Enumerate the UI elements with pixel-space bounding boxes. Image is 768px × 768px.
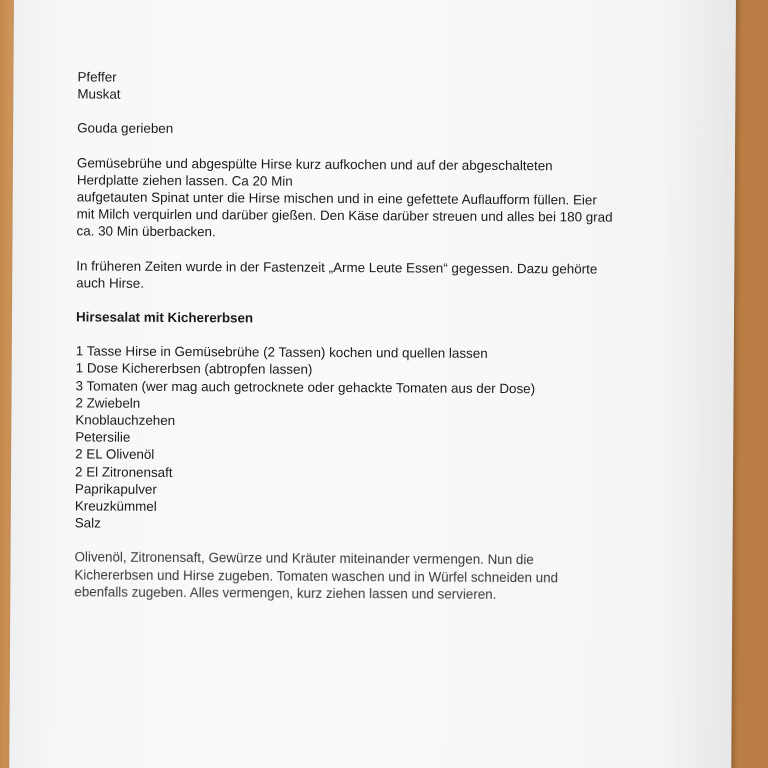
paper-sheet <box>9 0 736 768</box>
ingredient-item: Salz <box>74 515 101 531</box>
ingredient-item: Knoblauchzehen <box>75 412 176 429</box>
history-paragraph <box>76 257 696 295</box>
ingredient-item: Paprikapulver <box>74 481 157 497</box>
salad-method-line: Olivenöl, Zitronensaft, Gewürze und Kräuter miteinander vermengen. Nun die <box>74 549 534 568</box>
text-line-pfeffer: Pfeffer <box>77 69 117 85</box>
ingredient-item: 2 El Zitronensaft <box>75 464 173 480</box>
ingredient-item: Petersilie <box>75 429 131 445</box>
history-line: auch Hirse. <box>76 275 144 291</box>
ingredient-list <box>75 343 696 536</box>
text-line-gouda: Gouda gerieben <box>77 120 174 137</box>
section-heading: Hirsesalat mit Kichererbsen <box>75 309 254 326</box>
method-line: mit Milch verquirlen und darüber gießen. Den Käse darüber streuen und alles bei 180 grad <box>76 206 613 225</box>
ingredient-item: Kreuzkümmel <box>74 498 157 514</box>
ingredient-item: 1 Tasse Hirse in Gemüsebrühe (2 Tassen) kochen und quellen lassen <box>75 343 488 362</box>
recipe-text <box>74 68 697 604</box>
ingredient-item: 2 Zwiebeln <box>75 395 141 411</box>
salad-method-line: ebenfalls zugeben. Alles vermengen, kurz ziehen lassen und servieren. <box>74 584 497 602</box>
method-line: Herdplatte ziehen lassen. Ca 20 Min <box>76 172 293 189</box>
method-paragraph <box>76 154 697 244</box>
history-line: In früheren Zeiten wurde in der Fastenzeit „Arme Leute Essen“ gegessen. Dazu gehörte <box>76 258 598 277</box>
salad-method-line: Kichererbsen und Hirse zugeben. Tomaten waschen und in Würfel schneiden und <box>74 567 559 586</box>
ingredient-item: 1 Dose Kichererbsen (abtropfen lassen) <box>75 360 313 378</box>
ingredient-item: 3 Tomaten (wer mag auch getrocknete oder gehackte Tomaten aus der Dose) <box>75 378 536 396</box>
method-line: Gemüsebrühe und abgespülte Hirse kurz aufkochen und auf der abgeschalteten <box>76 154 553 173</box>
text-line-muskat: Muskat <box>77 86 121 102</box>
method-line: aufgetauten Spinat unter die Hirse mischen und in eine gefettete Auflaufform füllen. Eier <box>76 189 597 208</box>
salad-method-paragraph <box>74 549 694 604</box>
method-line: ca. 30 Min überbacken. <box>76 223 216 240</box>
ingredient-item: 2 EL Olivenöl <box>75 446 155 463</box>
